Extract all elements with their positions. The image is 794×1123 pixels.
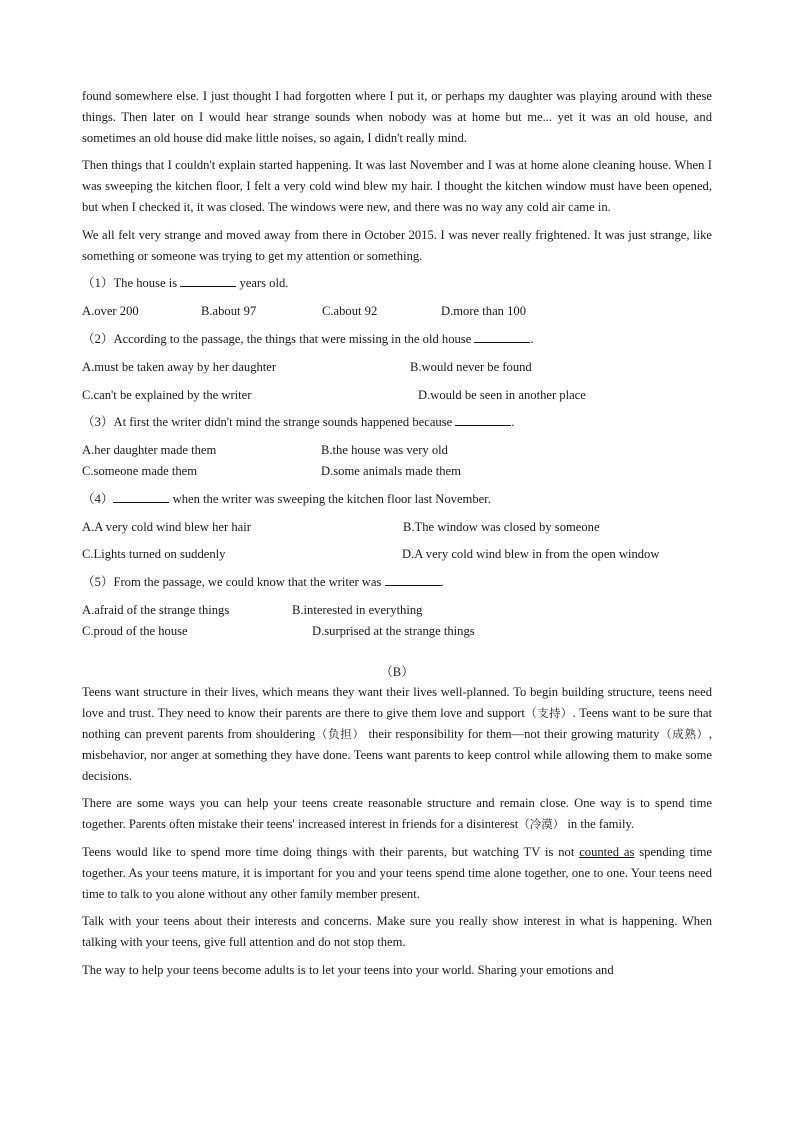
document-page [82,86,712,988]
question-4: （4） when the writer was sweeping the kitchen floor last November. [82,491,491,506]
option-c: C.proud of the house [82,623,188,638]
option-a: A.over 200 [82,304,139,319]
passage-a-paragraph-3: We all felt very strange and moved away from there in October 2015. I was never really frightened. It was just strange, like something or someone was trying to get my attention or something. [82,227,712,263]
question-4-options [82,517,712,566]
option-b: B.the house was very old [321,443,448,458]
answer-blank [385,573,441,586]
passage-b-paragraph-1: Teens want structure in their lives, which means they want their lives well-planned. To begin building structure, teens need love and trust. They need to know their parents are there to give them love and support（支持）. Teens want to be sure that nothing can prevent parents from shouldering（负担） their responsibility for them—not their growing maturity（成熟）, misbehavior, nor anger at something they have done. Teens want parents to keep control while allowing them to make some decisions. [82,685,713,783]
passage-a-paragraph-2: Then things that I couldn't explain started happening. It was last November and I was at home alone cleaning house. When I was sweeping the kitchen floor, I felt a very cold wind blew my hair. I thought the kitchen window must have been opened, but when I checked it, it was closed. The windows were new, and there was no way any cold air came in. [82,158,712,214]
answer-blank [180,274,236,287]
passage-a-paragraph-1: found somewhere else. I just thought I had forgotten where I put it, or perhaps my daughter was playing around with these things. Then later on I would hear strange sounds when nobody was at home but me... yet it was an old house, and sometimes an old house did make little noises, so again, I didn't really mind. [82,89,712,145]
option-a: A.her daughter made them [82,443,217,458]
option-d: D.surprised at the strange things [312,623,475,638]
option-d: D.A very cold wind blew in from the open window [402,547,660,562]
option-d: D.some animals made them [321,463,461,478]
question-3: （3）At first the writer didn't mind the strange sounds happened because . [82,415,515,430]
option-a: A.A very cold wind blew her hair [82,519,251,534]
option-b: B.about 97 [201,304,257,319]
question-1: （1）The house is years old. [82,276,289,291]
answer-blank [474,330,530,343]
option-a: A.must be taken away by her daughter [82,359,277,374]
answer-blank [113,490,169,503]
option-c: C.someone made them [82,463,198,478]
question-1-options [82,301,712,322]
question-2-options [82,357,712,406]
option-c: C.Lights turned on suddenly [82,547,226,562]
passage-b-paragraph-2: There are some ways you can help your teens create reasonable structure and remain close. One way is to spend time together. Parents often mistake their teens' increased interest in friends for a disinterest（冷漠） in the family. [82,796,712,832]
option-c: C.about 92 [322,304,378,319]
option-c: C.can't be explained by the writer [82,387,252,402]
question-3-options [82,440,712,482]
passage-b-paragraph-3: Teens would like to spend more time doing things with their parents, but watching TV is not counted as spending time together. As your teens mature, it is important for you and your teens spend time alone together, one to one. Your teens need time to talk to you alone without any other family member present. [82,844,712,901]
passage-b-paragraph-5: The way to help your teens become adults is to let your teens into your world. Sharing your emotions and [82,962,614,977]
option-a: A.afraid of the strange things [82,602,230,617]
answer-blank [455,413,511,426]
option-b: B.would never be found [410,359,532,374]
question-5: （5）From the passage, we could know that the writer was . [82,575,444,590]
question-2: （2）According to the passage, the things that were missing in the old house . [82,331,534,346]
option-d: D.would be seen in another place [418,387,586,402]
section-b-heading: （B） [380,664,414,679]
option-b: B.The window was closed by someone [403,519,600,534]
option-d: D.more than 100 [441,304,526,319]
passage-b-paragraph-4: Talk with your teens about their interests and concerns. Make sure you really show interest in what is happening. When talking with your teens, give full attention and do not stop them. [82,914,712,950]
underlined-phrase: counted as [579,844,635,859]
question-5-options [82,600,712,642]
option-b: B.interested in everything [292,602,423,617]
